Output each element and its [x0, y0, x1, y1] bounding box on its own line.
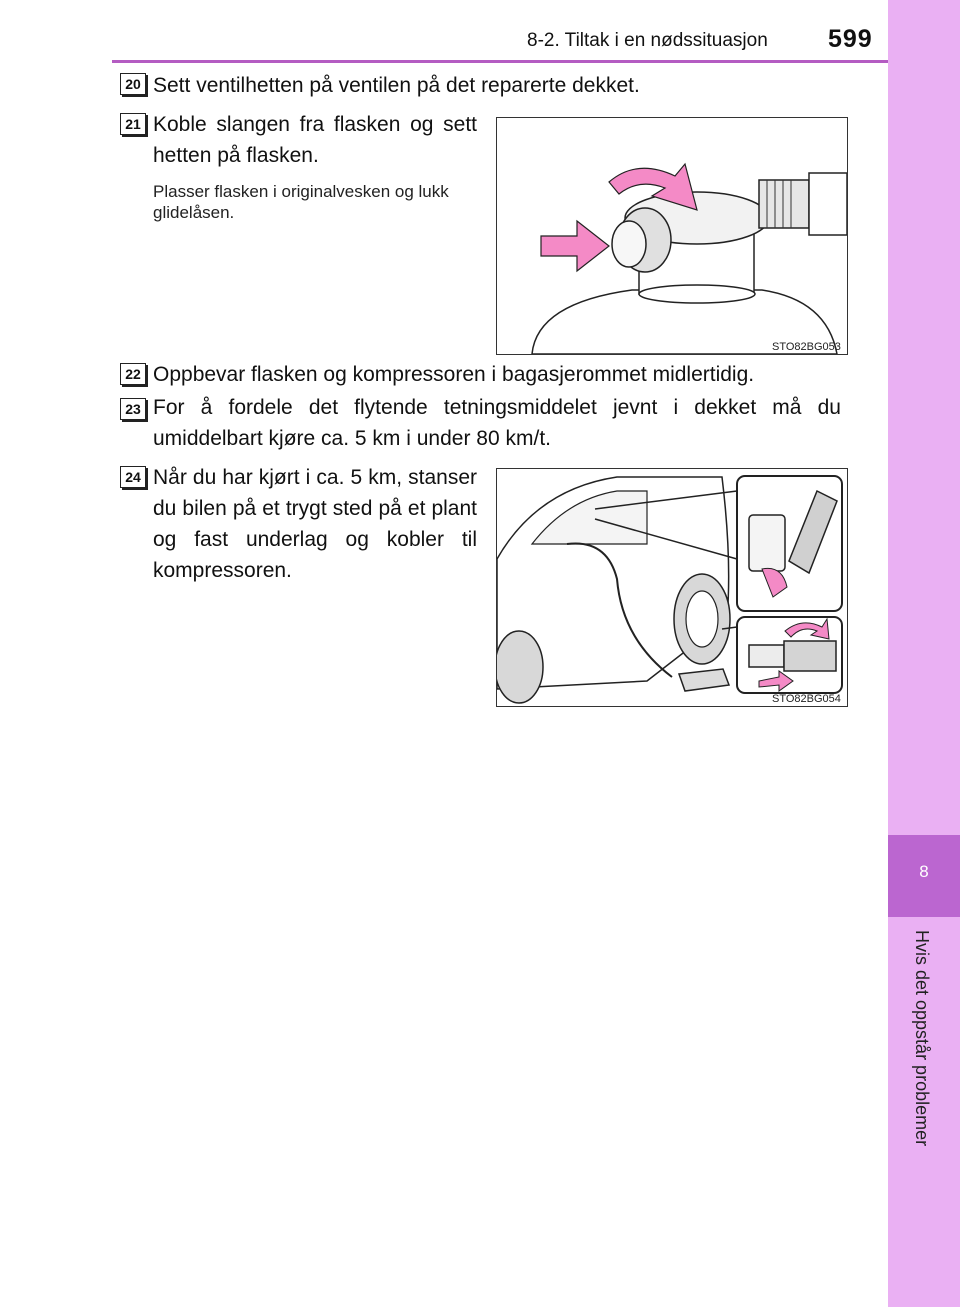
step-20-text: Sett ventilhetten på ventilen på det reparerte dekket. [153, 74, 640, 97]
step-23-text: For å fordele det flytende tetningsmiddelet jevnt i dekket må du umiddelbart kjøre ca. 5 km i under 80 km/t. [153, 396, 841, 450]
step-number-24: 24 [120, 466, 146, 488]
step-24-text: Når du har kjørt i ca. 5 km, stanser du bilen på et trygt sted på et plant og fast underlag og kobler til kompressoren. [153, 466, 477, 582]
section-title: 8-2. Tiltak i en nødssituasjon [527, 30, 768, 51]
page-number: 599 [828, 25, 873, 53]
figure-code: STO82BG054 [772, 693, 841, 705]
chapter-label: Hvis det oppstår problemer [912, 930, 932, 1147]
step-21-text: Koble slangen fra flasken og sett hetten på flasken. [153, 113, 477, 167]
step-number-23: 23 [120, 398, 146, 420]
bottle-cap-drawing [497, 118, 847, 354]
compressor-connection-illustration [496, 468, 848, 707]
header-divider [112, 60, 888, 63]
step-22-text: Oppbevar flasken og kompressoren i bagasjerommet midlertidig. [153, 363, 755, 386]
car-compressor-drawing [497, 469, 847, 706]
step-number-20: 20 [120, 73, 146, 95]
step-21-note: Plasser flasken i originalvesken og lukk glidelåsen. [153, 182, 449, 222]
figure-code: STO82BG053 [772, 341, 841, 353]
chapter-number: 8 [919, 862, 929, 881]
step-number-21: 21 [120, 113, 146, 135]
step-number-22: 22 [120, 363, 146, 385]
bottle-cap-illustration [496, 117, 848, 355]
